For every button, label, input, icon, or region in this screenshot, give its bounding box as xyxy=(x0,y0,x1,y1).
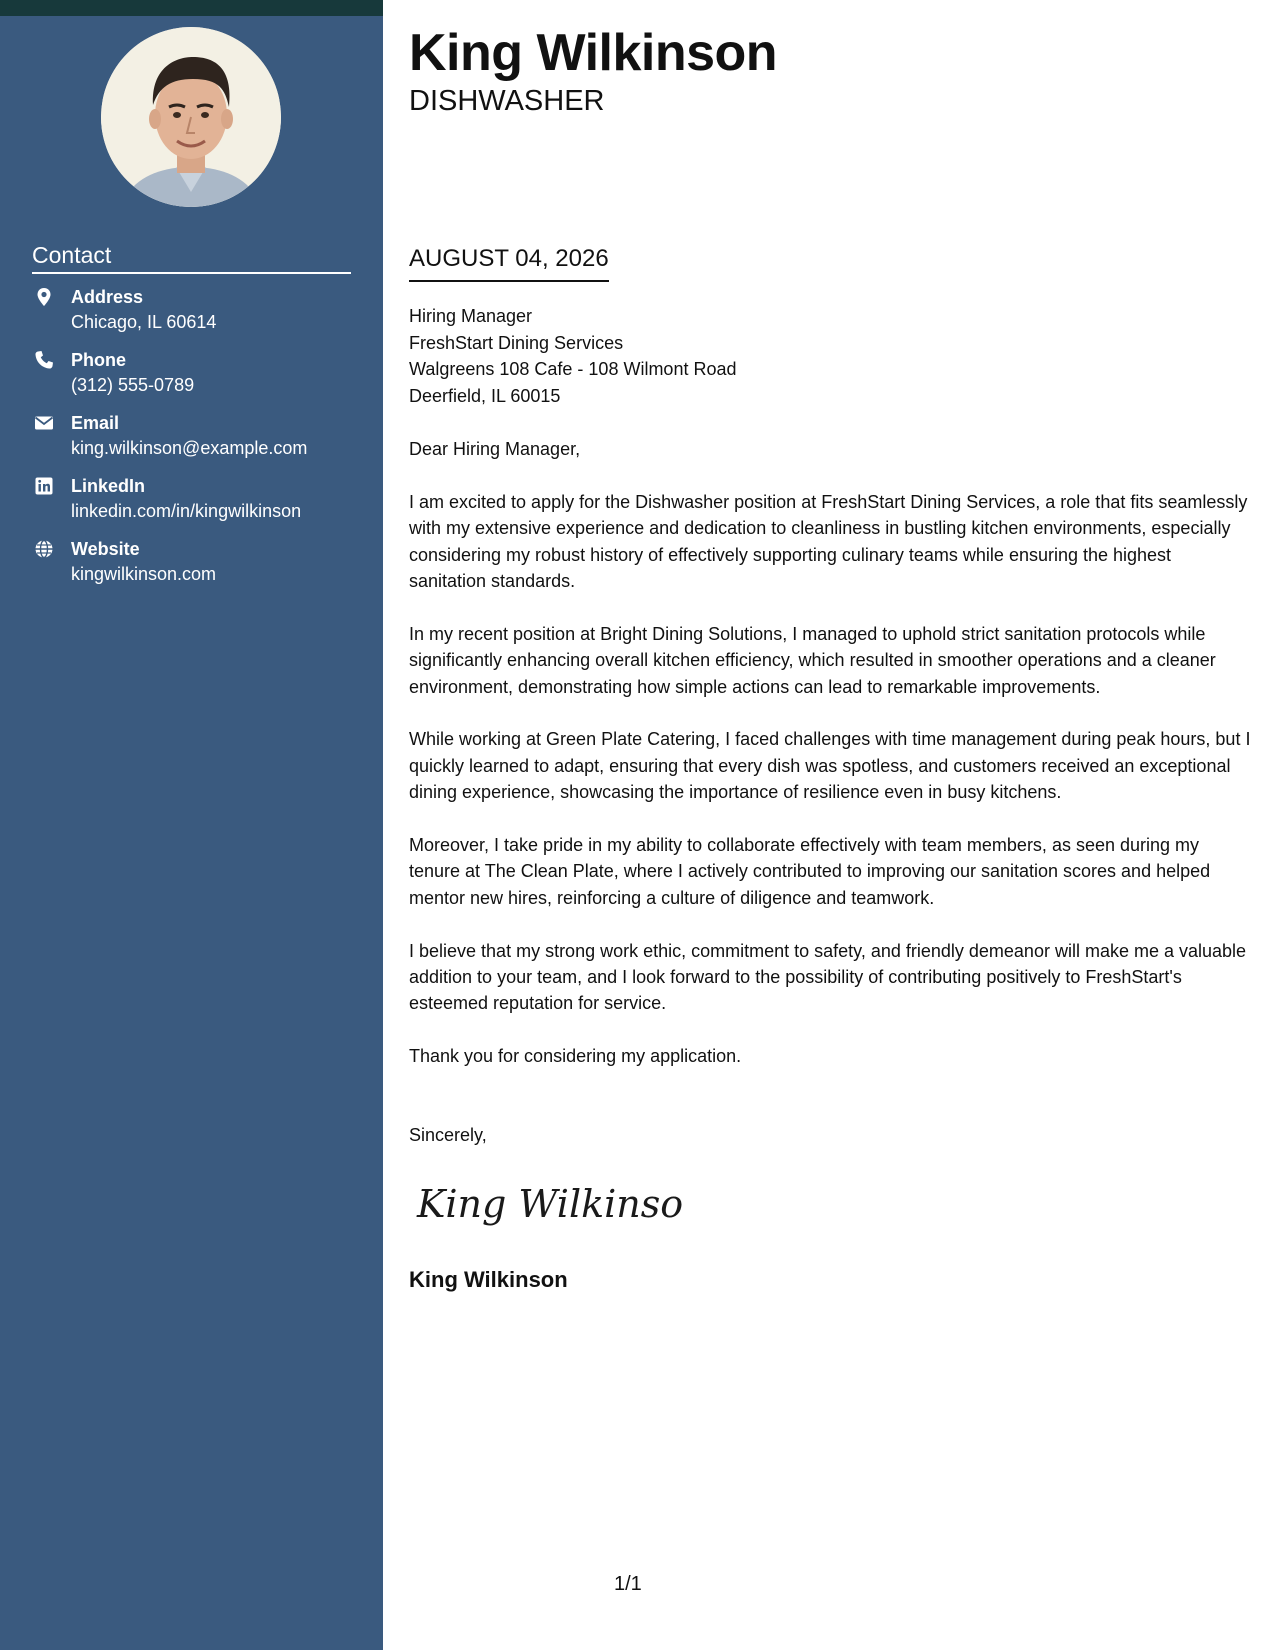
contact-label: Address xyxy=(71,287,144,307)
contact-heading: Contact xyxy=(32,241,351,274)
contact-item-website xyxy=(32,537,362,600)
contact-label: LinkedIn xyxy=(71,476,146,496)
contact-item-address xyxy=(32,285,362,348)
contact-value: kingwilkinson.com xyxy=(71,564,217,584)
letter-date: AUGUST 04, 2026 xyxy=(409,244,609,282)
recipient-line: Walgreens 108 Cafe - 108 Wilmont Road xyxy=(409,359,737,379)
contact-item-phone xyxy=(32,348,362,411)
sidebar xyxy=(0,0,383,1650)
recipient-line: Hiring Manager xyxy=(409,306,533,326)
signature-script: King Wilkinson xyxy=(417,1182,685,1226)
letter-paragraph: In my recent position at Bright Dining Solutions, I managed to uphold strict sanitation protocols while significantly enhancing overall kitchen efficiency, which resulted in smoother operations and a cleaner environment, demonstrating how simple actions can lead to remarkable improvements. xyxy=(409,623,1216,697)
contact-value: Chicago, IL 60614 xyxy=(71,312,217,332)
page-number: 1/1 xyxy=(614,1573,642,1595)
signature xyxy=(415,1175,685,1235)
contact-list xyxy=(32,285,362,600)
contact-label: Email xyxy=(71,413,120,433)
applicant-name: King Wilkinson xyxy=(409,24,778,82)
phone-icon xyxy=(34,350,54,370)
signed-name: King Wilkinson xyxy=(409,1267,568,1292)
letter-paragraph: Thank you for considering my application. xyxy=(409,1046,742,1067)
contact-item-email xyxy=(32,411,362,474)
contact-value: linkedin.com/in/kingwilkinson xyxy=(71,501,302,521)
location-pin-icon xyxy=(34,287,54,307)
letter-body xyxy=(409,436,1251,1096)
letter-paragraph: I believe that my strong work ethic, commitment to safety, and friendly demeanor will make me a valuable addition to your team, and I look forward to the possibility of contributing positively to FreshStart's esteemed reputation for service. xyxy=(409,940,1247,1014)
contact-value: king.wilkinson@example.com xyxy=(71,438,308,458)
sidebar-top-bar xyxy=(0,0,383,16)
letter-paragraph: I am excited to apply for the Dishwasher position at FreshStart Dining Services, a role that fits seamlessly with my extensive experience and dedication to cleanliness in bustling kitchen environments, especially considering my robust history of effectively supporting culinary teams while ensuring the highest sanitation standards. xyxy=(409,491,1248,592)
recipient-block xyxy=(409,303,737,409)
globe-icon xyxy=(34,539,54,559)
letter-paragraph: While working at Green Plate Catering, I faced challenges with time management during peak hours, but I quickly learned to adapt, ensuring that every dish was spotless, and customers received an exceptional dining experience, showcasing the importance of resilience even in busy kitchens. xyxy=(409,729,1251,803)
closing: Sincerely, xyxy=(409,1125,487,1145)
contact-label: Website xyxy=(71,539,140,559)
contact-item-linkedin xyxy=(32,474,362,537)
avatar xyxy=(101,27,281,207)
salutation: Dear Hiring Manager, xyxy=(409,439,581,459)
contact-label: Phone xyxy=(71,350,127,370)
email-icon xyxy=(34,413,54,433)
linkedin-icon xyxy=(34,476,54,496)
contact-value: (312) 555-0789 xyxy=(71,375,195,395)
job-title: DISHWASHER xyxy=(409,85,605,117)
recipient-line: FreshStart Dining Services xyxy=(409,332,624,353)
recipient-line: Deerfield, IL 60015 xyxy=(409,385,561,406)
letter-paragraph: Moreover, I take pride in my ability to collaborate effectively with team members, as seen during my tenure at The Clean Plate, where I actively contributed to improving our sanitation scores and helped mentor new hires, reinforcing a culture of diligence and teamwork. xyxy=(409,835,1211,908)
